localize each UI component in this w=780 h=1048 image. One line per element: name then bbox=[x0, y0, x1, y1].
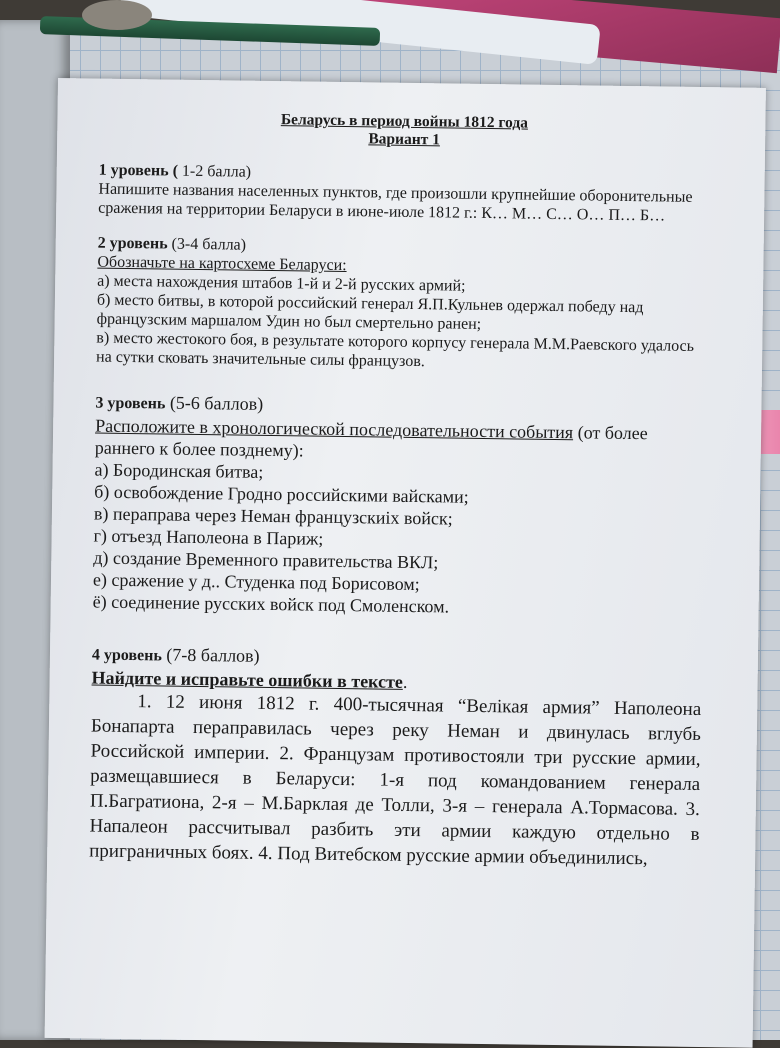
level-2-item-a: а) места нахождения штабов 1-й и 2-й русских армий; bbox=[97, 272, 466, 295]
level-4-points: (7-8 баллов) bbox=[161, 644, 260, 666]
level-3-item-f: е) сражение у д.. Студенка под Борисовом; bbox=[92, 569, 420, 595]
level-3-item-e: д) создание Временного правительства ВКЛ; bbox=[93, 547, 439, 573]
level-3-points: (5-6 баллов) bbox=[165, 392, 264, 414]
level-1-section bbox=[98, 161, 709, 227]
level-1-title: 1 уровень ( bbox=[98, 161, 179, 180]
worksheet-content bbox=[89, 109, 709, 872]
level-3-section bbox=[93, 391, 706, 621]
level-2-points: (3-4 балла) bbox=[167, 235, 247, 254]
level-2-section bbox=[96, 234, 708, 376]
level-2-item-c: в) место жестокого боя, в результате которого корпусу генерала М.М.Раевского удалось на сутки сковать значительные силы французов. bbox=[95, 329, 695, 371]
level-3-item-d: г) отъезд Наполеона в Париж; bbox=[93, 525, 324, 549]
worksheet-paper bbox=[45, 78, 766, 1048]
level-1-points: 1-2 балла) bbox=[177, 162, 252, 181]
level-3-item-c: в) перaправа через Неман французскиіх войск; bbox=[93, 503, 453, 529]
level-3-item-g: ё) соединение русских войск под Смоленском. bbox=[92, 591, 450, 617]
level-3-task-underlined: Расположите в хронологической последовательности события bbox=[95, 415, 574, 443]
level-4-task-underlined: Найдите и исправьте ошибки в тексте bbox=[91, 667, 404, 692]
level-3-task-tail: (от более раннего к более позднему): bbox=[94, 422, 648, 461]
worksheet-variant: Вариант 1 bbox=[368, 130, 441, 149]
level-1-task: Напишите названия населенных пунктов, где произошли крупнейшие оборонительные сражения на территории Беларуси в июне-июле 1812 г.: К… М… С… О… П… Б… bbox=[98, 180, 693, 225]
level-3-item-b: б) освобождение Гродно российскими вайсками; bbox=[94, 481, 469, 507]
level-4-section bbox=[89, 643, 702, 872]
level-3-item-a: а) Бородинская битва; bbox=[94, 459, 264, 482]
level-2-title: 2 уровень bbox=[97, 234, 168, 253]
level-4-title: 4 уровень bbox=[91, 646, 162, 665]
level-4-task-tail: . bbox=[402, 671, 408, 692]
level-2-task: Обозначьте на картосхеме Беларуси: bbox=[97, 253, 347, 275]
worksheet-title: Беларусь в период войны 1812 года bbox=[280, 111, 529, 132]
level-2-item-b: б) место битвы, в которой российский генерал Я.П.Кульнев одержал победу над французским маршалом Удин но был смертельно ранен; bbox=[96, 291, 644, 333]
eraser-object bbox=[82, 0, 152, 30]
level-4-text: 1. 12 июня 1812 г. 400-тысячная “Велiкая армия” Наполеона Бонапарта перaправилась через реку Неман и двинулась вглубь Российской империи. 2. Французам противостояли три русские армии, размещавшиеся в Беларуси: 1-я под командованием генерала П.Багратиона, 2-я – М.Барклая де Толли, 3-я – генерала А.Тормасова. 3. Напалеон рассчитывал разбить эти армии каждую отдельно в приграничных боях. 4. Под Витебском русские армии объединились, bbox=[89, 691, 702, 870]
level-3-title: 3 уровень bbox=[95, 394, 166, 413]
